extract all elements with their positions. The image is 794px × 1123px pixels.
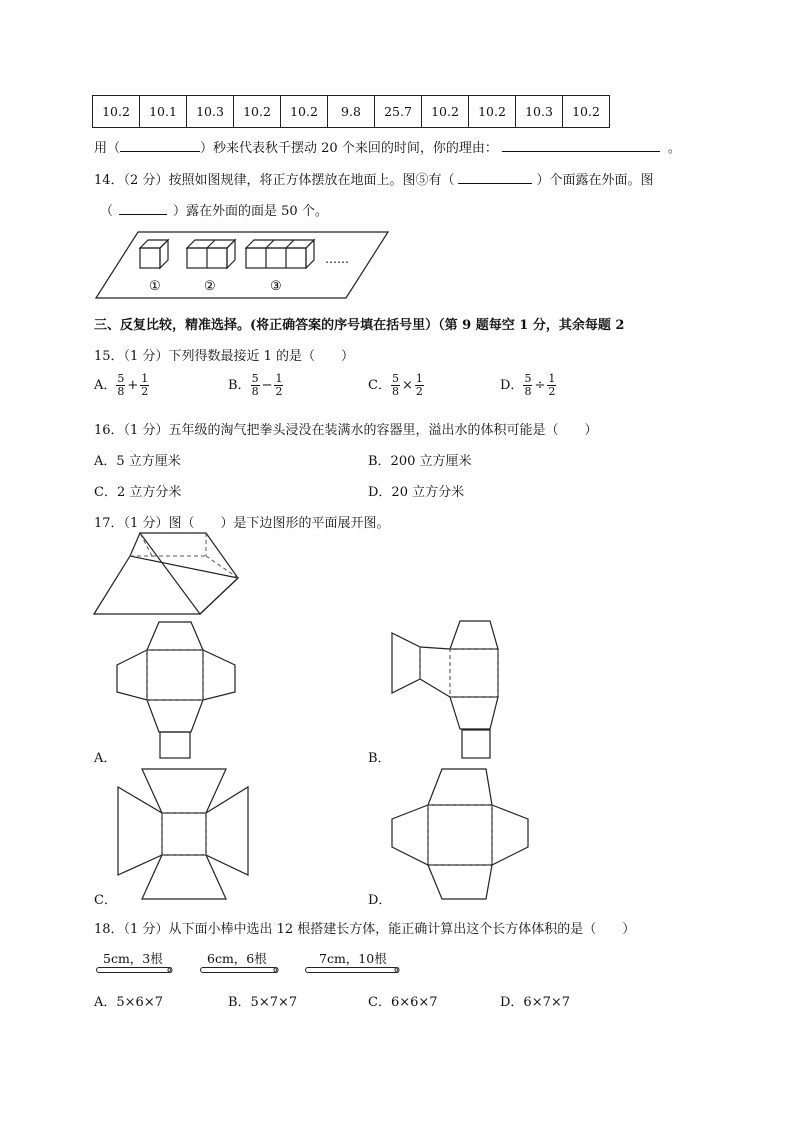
q14-line2 bbox=[100, 200, 328, 219]
frustum-solid bbox=[94, 533, 244, 615]
table-cell: 25.7 bbox=[375, 96, 422, 128]
stick-label: 7cm，10根 bbox=[319, 951, 387, 966]
q14-line1 bbox=[94, 169, 653, 188]
table-cell: 10.1 bbox=[140, 96, 187, 128]
fraction: $\frac{5}{8}$ bbox=[391, 372, 399, 398]
q18-option-c[interactable]: C．6×6×7 bbox=[368, 995, 438, 1010]
cube-pattern-figure bbox=[96, 232, 396, 302]
table-cell: 10.2 bbox=[234, 96, 281, 128]
fraction: $\frac{1}{2}$ bbox=[141, 372, 149, 398]
q13-end: 。 bbox=[667, 141, 681, 156]
q15-option-b[interactable] bbox=[228, 373, 283, 398]
stick-label: 6cm，6根 bbox=[207, 951, 267, 966]
table-cell: 10.2 bbox=[281, 96, 328, 128]
table-cell: 9.8 bbox=[328, 96, 375, 128]
q14-text-b: ）个面露在外面。图 bbox=[536, 173, 654, 188]
q13-prefix: 用（ bbox=[94, 141, 121, 156]
q15-option-a[interactable] bbox=[94, 373, 149, 398]
figure-label: ③ bbox=[270, 279, 282, 294]
table-row bbox=[93, 96, 610, 128]
answer-blank[interactable] bbox=[120, 139, 200, 152]
q15-stem: 15．（1 分）下列得数最接近 1 的是（ ） bbox=[94, 349, 354, 364]
table-cell: 10.3 bbox=[516, 96, 563, 128]
figure-label: ① bbox=[149, 279, 161, 294]
section-heading: 三、反复比较，精准选择。(将正确答案的序号填在括号里）（第 9 题每空 1 分，其余每题 2 bbox=[94, 318, 625, 333]
fraction: $\frac{1}{2}$ bbox=[275, 372, 283, 398]
fraction: $\frac{5}{8}$ bbox=[251, 372, 259, 398]
q13-answer-line bbox=[94, 137, 681, 156]
q18-stem: 18．（1 分）从下面小棒中选出 12 根搭建长方体，能正确计算出这个长方体体积的是（ ） bbox=[94, 922, 636, 937]
net-option-b[interactable] bbox=[392, 619, 502, 761]
table-cell: 10.2 bbox=[563, 96, 610, 128]
q17-stem: 17．（1 分）图（ ）是下边图形的平面展开图。 bbox=[94, 516, 390, 531]
q13-suffix: ）秒来代表秋千摆动 20 个来回的时间，你的理由： bbox=[200, 141, 498, 156]
pendulum-times-table bbox=[92, 95, 610, 128]
q18-option-b[interactable]: B．5×7×7 bbox=[228, 995, 298, 1010]
net-label-a: A． bbox=[94, 751, 117, 766]
option-letter: B． bbox=[228, 378, 251, 393]
net-option-a[interactable] bbox=[117, 620, 237, 760]
fraction: $\frac{5}{8}$ bbox=[117, 372, 125, 398]
q16-option-b[interactable]: B．200 立方厘米 bbox=[368, 454, 472, 469]
net-option-c[interactable] bbox=[118, 767, 248, 901]
reason-blank[interactable] bbox=[502, 139, 660, 152]
q14-text-a: 14．（2 分）按照如图规律，将正方体摆放在地面上。图⑤有（ bbox=[94, 173, 455, 188]
stick-label: 5cm，3根 bbox=[103, 951, 163, 966]
q16-stem: 16．（1 分）五年级的淘气把拳头浸没在装满水的容器里，溢出水的体积可能是（ ） bbox=[94, 423, 598, 438]
table-cell: 10.2 bbox=[422, 96, 469, 128]
cube-dots: …… bbox=[325, 252, 349, 266]
table-cell: 10.2 bbox=[93, 96, 140, 128]
answer-blank[interactable] bbox=[458, 171, 532, 184]
q16-option-c[interactable]: C．2 立方分米 bbox=[94, 485, 182, 500]
stick-icon bbox=[96, 967, 176, 975]
option-letter: C． bbox=[368, 378, 391, 393]
option-letter: D． bbox=[500, 378, 524, 393]
answer-blank[interactable] bbox=[119, 202, 167, 215]
operator: ÷ bbox=[534, 378, 546, 393]
q14-text-c: （ bbox=[100, 204, 114, 219]
fraction: $\frac{1}{2}$ bbox=[548, 372, 556, 398]
operator: × bbox=[401, 378, 413, 393]
net-option-d[interactable] bbox=[392, 767, 532, 901]
q15-option-d[interactable] bbox=[500, 373, 556, 398]
q18-option-d[interactable]: D．6×7×7 bbox=[500, 995, 571, 1010]
stick-icon bbox=[200, 967, 282, 975]
stick-icon bbox=[305, 967, 405, 975]
net-label-c: C． bbox=[94, 893, 117, 908]
q16-option-a[interactable]: A．5 立方厘米 bbox=[94, 454, 181, 469]
q14-text-d: ）露在外面的面是 50 个。 bbox=[173, 204, 328, 219]
fraction: $\frac{1}{2}$ bbox=[415, 372, 423, 398]
fraction: $\frac{5}{8}$ bbox=[524, 372, 532, 398]
figure-label: ② bbox=[204, 279, 216, 294]
operator: + bbox=[127, 378, 139, 393]
q18-option-a[interactable]: A．5×6×7 bbox=[94, 995, 163, 1010]
q16-option-d[interactable]: D．20 立方分米 bbox=[368, 485, 465, 500]
q15-option-c[interactable] bbox=[368, 373, 424, 398]
net-label-b: B． bbox=[368, 751, 391, 766]
option-letter: A． bbox=[94, 378, 117, 393]
net-label-d: D． bbox=[368, 893, 392, 908]
table-cell: 10.3 bbox=[187, 96, 234, 128]
table-cell: 10.2 bbox=[469, 96, 516, 128]
operator: − bbox=[261, 378, 273, 393]
